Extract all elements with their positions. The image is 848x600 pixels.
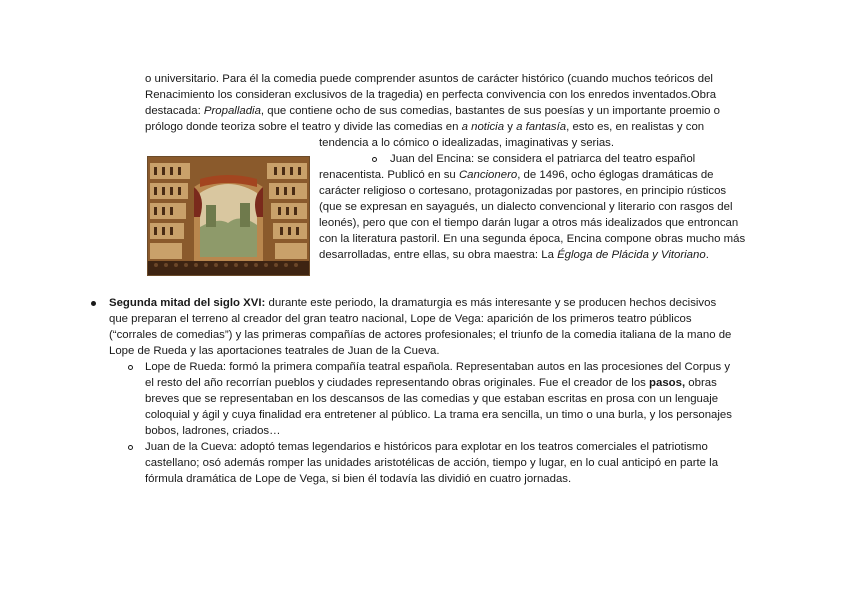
segunda-line: Lope de Rueda y las aportaciones teatrales de Juan de la Cueva. <box>109 345 440 357</box>
intro-line: o universitario. Para él la comedia puede comprender asuntos de carácter histórico (cuando muchos teóricos del <box>145 73 713 85</box>
segunda-line: (“corrales de comedias”) y las primeras compañías de actores profesionales; el triunfo de la comedia italiana de la mano de <box>109 329 732 341</box>
section-heading: Segunda mitad del siglo XVI: <box>109 297 266 309</box>
rueda-line: bobos, ladrones, criados… <box>145 425 281 437</box>
cueva-line: fórmula dramática de Lope de Vega, si bien él todavía las dividió en cuatro jornadas. <box>145 473 572 485</box>
sub-bullet-icon <box>128 445 133 450</box>
theatre-illustration <box>147 156 310 276</box>
rueda-line: breves que se representaban en los descansos de las comedias y que estaban escritas en prosa con un lenguaje <box>145 393 719 405</box>
encina-line: Juan del Encina: se considera el patriarca del teatro español <box>390 153 696 165</box>
encina-line: leonés), pero que con el tiempo darán lugar a otros más idealizados que entroncan <box>319 217 739 229</box>
cueva-line: castellano; osó además romper las unidades aristotélicas de acción, tiempo y lugar, en lo cual anticipó en parte la <box>145 457 719 469</box>
work-title: Propalladia <box>203 105 261 117</box>
rueda-line: Lope de Rueda: formó la primera compañía teatral española. Representaban autos en las procesiones del Corpus y <box>145 361 731 373</box>
encina-line: con la literatura pastoril. En una segunda época, Encina compone obras mucho más <box>319 233 746 245</box>
cueva-line: Juan de la Cueva: adoptó temas legendarios e históricos para explotar en los teatros comerciales el patriotismo <box>145 441 708 453</box>
intro-line: prólogo donde teoriza sobre el teatro y divide las comedias en a noticia y a fantasía, esto es, en realistas y con <box>145 121 705 133</box>
intro-line: Renacimiento los consideran exclusivos de la tragedia) en perfecta convivencia con los enredos inventados.Obra <box>145 89 717 101</box>
segunda-line: Segunda mitad del siglo XVI: durante este periodo, la dramaturgia es más interesante y se producen hechos decisivos <box>109 297 717 309</box>
sub-bullet-icon <box>372 157 377 162</box>
encina-line: renacentista. Publicó en su Cancionero, de 1496, ocho églogas dramáticas de <box>319 169 714 181</box>
intro-line: destacada: Propalladia, que contiene ocho de sus comedias, bastantes de sus poesías y un importante proemio o <box>145 105 720 117</box>
rueda-line: el resto del año recorrían pueblos y ciudades representando obras originales. Fue el creador de los pasos, obras <box>145 377 717 389</box>
bullet-icon <box>91 301 96 306</box>
encina-line: desarrolladas, entre ellas, su obra maestra: La Égloga de Plácida y Vitoriano. <box>319 249 709 261</box>
segunda-line: que preparan el terreno al creador del gran teatro nacional, Lope de Vega: aparición de los primeros teatro públicos <box>109 313 692 325</box>
encina-line: carácter religioso o cortesano, protagonizadas por pastores, en principio rústicos <box>319 185 727 197</box>
intro-line: tendencia a lo cómico o idealizadas, imaginativas y serias. <box>319 137 615 149</box>
encina-line: (que se expresan en sayagués, un dialecto convencional y literario con rasgos del <box>319 201 733 213</box>
sub-bullet-icon <box>128 365 133 370</box>
rueda-line: coloquial y ágil y cuya finalidad era entretener al público. La trama era sencilla, un timo o una burla, y los personajes <box>145 409 732 421</box>
